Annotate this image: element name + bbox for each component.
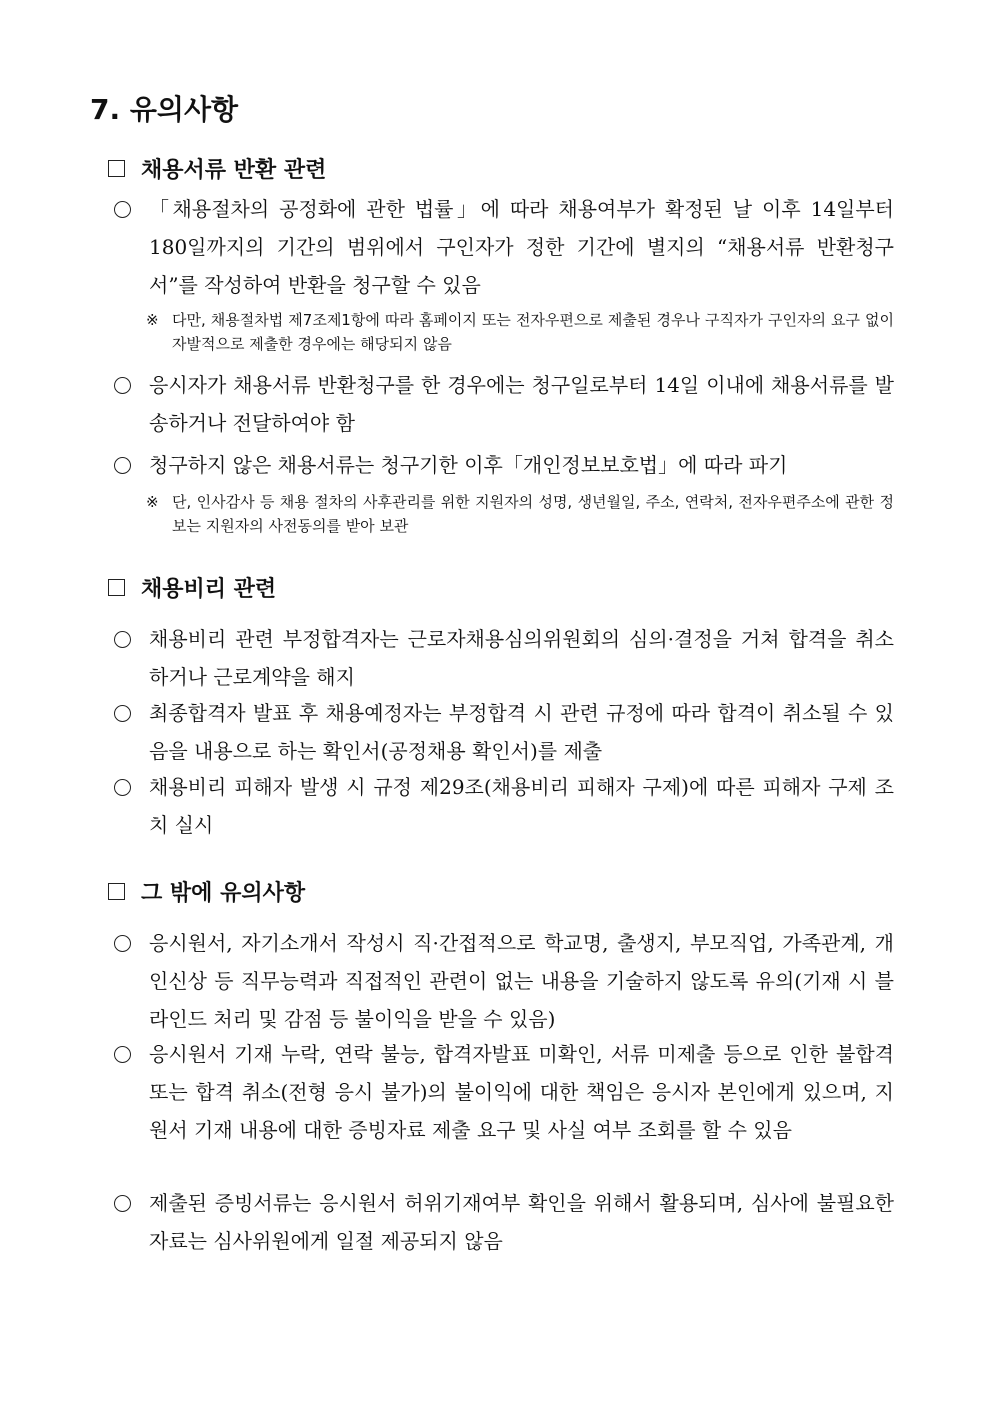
list-item-text: 최종합격자 발표 후 채용예정자는 부정합격 시 관련 규정에 따라 합격이 취소될 수 있음을 내용으로 하는 확인서(공정채용 확인서)를 제출	[149, 701, 894, 763]
list-item-text: 「채용절차의 공정화에 관한 법률」에 따라 채용여부가 확정된 날 이후 14일부터 180일까지의 기간의 범위에서 구인자가 정한 기간에 별지의 “채용서류 반환청구서”를 작성하여 반환을 청구할 수 있음	[149, 197, 894, 297]
note-text: 다만, 채용절차법 제7조제1항에 따라 홈페이지 또는 전자우편으로 제출된 경우나 구직자가 구인자의 요구 없이 자발적으로 제출한 경우에는 해당되지 않음	[172, 311, 894, 353]
square-bullet-icon	[108, 883, 125, 900]
section-heading-document-return	[108, 153, 326, 184]
circle-bullet-icon	[114, 631, 131, 648]
square-bullet-icon	[108, 160, 125, 177]
section-heading-label: 채용비리 관련	[141, 576, 277, 602]
list-item-text: 응시자가 채용서류 반환청구를 한 경우에는 청구일로부터 14일 이내에 채용서류를 발송하거나 전달하여야 함	[149, 373, 894, 435]
list-item	[114, 190, 894, 304]
list-item	[114, 924, 894, 1038]
list-item-text: 채용비리 관련 부정합격자는 근로자채용심의위원회의 심의·결정을 거쳐 합격을 취소하거나 근로계약을 해지	[149, 627, 894, 689]
list-item	[114, 366, 894, 442]
circle-bullet-icon	[114, 1195, 131, 1212]
note	[146, 308, 894, 356]
list-item	[114, 1035, 894, 1149]
square-bullet-icon	[108, 579, 125, 596]
circle-bullet-icon	[114, 779, 131, 796]
note-text: 단, 인사감사 등 채용 절차의 사후관리를 위한 지원자의 성명, 생년월일, 주소, 연락처, 전자우편주소에 관한 정보는 지원자의 사전동의를 받아 보관	[172, 493, 894, 535]
list-item	[114, 446, 894, 484]
note	[146, 490, 894, 538]
list-item	[114, 620, 894, 696]
list-item	[114, 1184, 894, 1260]
section-heading-label: 그 밖에 유의사항	[141, 880, 306, 906]
list-item-text: 응시원서, 자기소개서 작성시 직·간접적으로 학교명, 출생지, 부모직업, 가족관계, 개인신상 등 직무능력과 직접적인 관련이 없는 내용을 기술하지 않도록 유의(기재 시 블라인드 처리 및 감점 등 불이익을 받을 수 있음)	[149, 931, 894, 1031]
circle-bullet-icon	[114, 457, 131, 474]
section-heading-other-notes	[108, 876, 305, 907]
circle-bullet-icon	[114, 705, 131, 722]
list-item	[114, 694, 894, 770]
reference-mark-icon: ※	[146, 493, 159, 511]
circle-bullet-icon	[114, 201, 131, 218]
circle-bullet-icon	[114, 935, 131, 952]
circle-bullet-icon	[114, 1046, 131, 1063]
section-heading-hiring-corruption	[108, 572, 276, 603]
page-title: 7. 유의사항	[90, 93, 239, 126]
list-item	[114, 768, 894, 844]
list-item-text: 채용비리 피해자 발생 시 규정 제29조(채용비리 피해자 구제)에 따른 피해자 구제 조치 실시	[149, 775, 894, 837]
section-heading-label: 채용서류 반환 관련	[141, 157, 327, 183]
list-item-text: 제출된 증빙서류는 응시원서 허위기재여부 확인을 위해서 활용되며, 심사에 불필요한 자료는 심사위원에게 일절 제공되지 않음	[149, 1191, 894, 1253]
list-item-text: 응시원서 기재 누락, 연락 불능, 합격자발표 미확인, 서류 미제출 등으로 인한 불합격 또는 합격 취소(전형 응시 불가)의 불이익에 대한 책임은 응시자 본인에게 있으며, 지원서 기재 내용에 대한 증빙자료 제출 요구 및 사실 여부 조회를 할 수 있음	[149, 1042, 894, 1142]
circle-bullet-icon	[114, 377, 131, 394]
list-item-text: 청구하지 않은 채용서류는 청구기한 이후「개인정보보호법」에 따라 파기	[149, 453, 788, 477]
reference-mark-icon: ※	[146, 311, 159, 329]
